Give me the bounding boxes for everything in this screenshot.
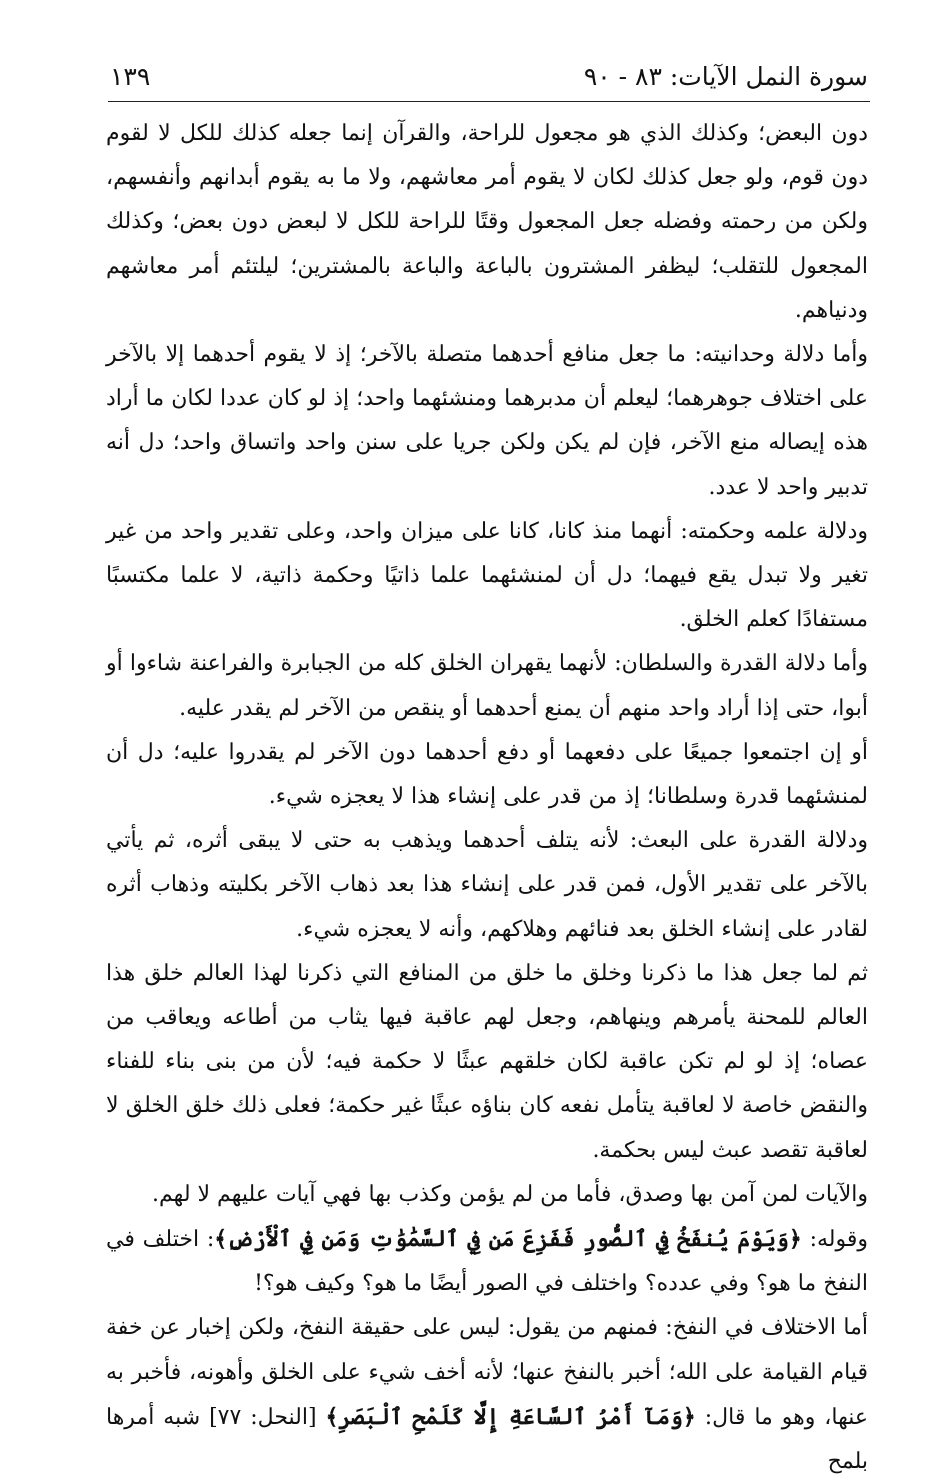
paragraph: ودلالة علمه وحكمته: أنهما منذ كانا، كانا على ميزان واحد، وعلى تقدير واحد من غير تغير ولا تبدل يقع فيهما؛ دل أن لمنشئهما علما ذاتيًا وحكمة ذاتية، لا علما مكتسبًا مستفادًا كعلم الخلق.: [106, 518, 868, 633]
quranic-verse: ﴿وَيَوْمَ يُنفَخُ فِي ٱلصُّورِ فَفَزِعَ مَن فِي ٱلسَّمَٰوَٰتِ وَمَن فِي ٱلْأَرْضِ﴾: [214, 1226, 802, 1253]
quranic-verse: ﴿وَمَآ أَمْرُ ٱلسَّاعَةِ إِلَّا كَلَمْحِ ٱلْبَصَرِ﴾: [325, 1403, 696, 1430]
paragraph: أو إن اجتمعوا جميعًا على دفعهما أو دفع أحدهما دون الآخر لم يقدروا عليه؛ دل أن لمنشئهما قدرة وسلطانا؛ إذ من قدر على إنشاء هذا لا يعجزه شيء.: [106, 739, 868, 810]
verse-prefix: وقوله:: [801, 1227, 868, 1253]
final-prefix: أما الاختلاف في النفخ: فمنهم من يقول: ليس على حقيقة النفخ، ولكن إخبار عن خفة قيام القيامة على الله؛ أخبر بالنفخ عنها؛ لأنه أخف شيء على الخلق وأهونه، فأخبر به عنها، وهو ما قال:: [106, 1315, 868, 1430]
page-number: ١٣٩: [110, 61, 151, 91]
final-paragraph: [106, 1306, 868, 1484]
paragraph: وأما دلالة القدرة والسلطان: لأنهما يقهران الخلق كله من الجبابرة والفراعنة شاءوا أو أبوا، حتى إذا أراد واحد منهم أن يمنع أحدهما أو ينقص من الآخر لم يقدر عليه.: [106, 651, 868, 721]
paragraph: وأما دلالة وحدانيته: ما جعل منافع أحدهما متصلة بالآخر؛ إذ لا يقوم أحدهما إلا بالآخر على اختلاف جوهرهما؛ ليعلم أن مدبرهما ومنشئهما واحد؛ إذ لو كان عددا لكان ما أراد هذه إيصاله منع الآخر، فإن لم يكن ولكن جريا على سنن واحد واتساق واحد؛ دل أنه تدبير واحد لا عدد.: [106, 342, 868, 500]
page-header: [110, 56, 868, 96]
body-text: [106, 112, 868, 1484]
paragraph: ودلالة القدرة على البعث: لأنه يتلف أحدهما ويذهب به حتى لا يبقى أثره، ثم يأتي بالآخر على تقدير الأول، فمن قدر على إنشاء هذا بعد ذهاب الآخر بكليته وذهاب أثره لقادر على إنشاء الخلق بعد فنائهم وهلاكهم، وأنه لا يعجزه شيء.: [106, 828, 868, 942]
paragraph: دون البعض؛ وكذلك الذي هو مجعول للراحة، والقرآن إنما جعله كذلك للكل لا لقوم دون قوم، ولو جعل كذلك لكان لا يقوم أمر معاشهم، ولا ما به يقوم أبدانهم وأنفسهم، ولكن من رحمته وفضله جعل المجعول وقتًا للراحة للكل لا لبعض دون بعض؛ وكذلك المجعول للتقلب؛ ليظفر المشترون بالباعة والباعة بالمشترين؛ ليلتئم أمر معاشهم ودنياهم.: [106, 121, 868, 323]
header-rule: [108, 101, 870, 102]
paragraph: ثم لما جعل هذا ما ذكرنا وخلق ما خلق من المنافع التي ذكرنا لهذا العالم خلق هذا العالم للمحنة يأمرهم وينهاهم، وجعل لهم عاقبة فيها يثاب من أطاعه ويعاقب من عصاه؛ إذ لو لم تكن عاقبة لكان خلقهم عبثًا لا حكمة فيه؛ لأن من بنى بناء للفناء والنقض خاصة لا لعاقبة يتأمل نفعه كان بناؤه عبثًا غير حكمة؛ فعلى ذلك خلق الخلق لا لعاقبة تقصد عبث ليس بحكمة.: [106, 960, 868, 1163]
final-suffix: [النحل: ٧٧] شبه أمرها بلمح: [106, 1404, 868, 1475]
running-title: سورة النمل الآيات: ٨٣ - ٩٠: [583, 61, 868, 91]
verse-paragraph: [106, 1217, 868, 1306]
verse-suffix: : اختلف في النفخ ما هو؟ وفي عدده؟ واختلف في الصور أيضًا ما هو؟ وكيف هو؟!: [106, 1227, 868, 1297]
paragraph: والآيات لمن آمن بها وصدق، فأما من لم يؤمن وكذب بها فهي آيات عليهم لا لهم.: [152, 1181, 868, 1207]
